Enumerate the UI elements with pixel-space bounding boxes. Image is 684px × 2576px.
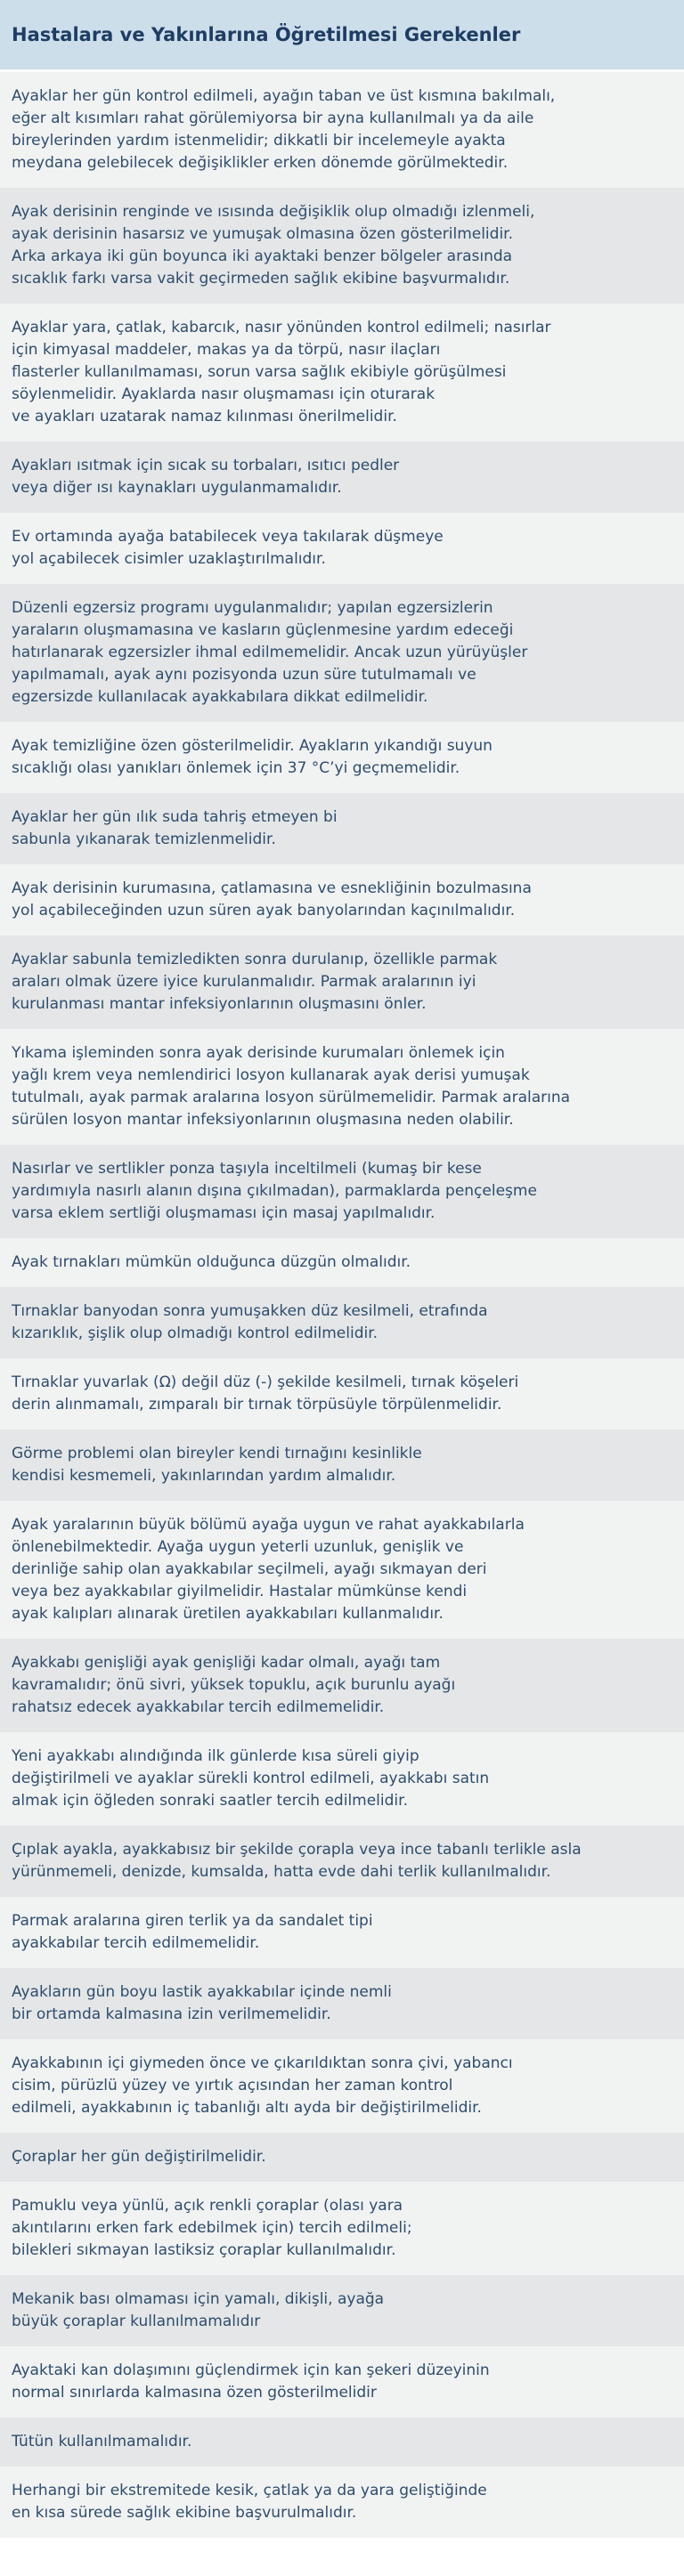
instruction-row [0,1238,684,1287]
instruction-line: veya bez ayakkabılar giyilmelidir. Hastalar mümkünse kendi [12,1583,468,1600]
instruction-line: derin alınmamalı, zımparalı bir tırnak törpüsüyle törpülenmelidir. [12,1396,502,1414]
instruction-line: Düzenli egzersiz programı uygulanmalıdır; yapılan egzersizlerin [12,599,493,617]
instruction-line: büyük çoraplar kullanılmamalıdır [12,2313,261,2330]
instruction-line: Ayak derisinin kurumasına, çatlamasına ve esnekliğinin bozulmasına [12,879,532,897]
instruction-line: flasterler kullanılmaması, sorun varsa sağlık ekibiyle görüşülmesi [12,363,507,381]
page-title: Hastalara ve Yakınlarına Öğretilmesi Gerekenler [12,24,521,45]
instruction-row [0,793,684,864]
instruction-row [0,513,684,584]
instruction-line: Ayaktaki kan dolaşımını güçlendirmek için kan şekeri düzeyinin [12,2361,490,2379]
instruction-row [0,2418,684,2467]
instruction-line: yaraların oluşmamasına ve kasların güçlenmesine yardım edeceği [12,621,514,639]
instruction-row [0,936,684,1029]
instruction-row [0,2275,684,2346]
instruction-line: meydana gelebilecek değişiklikler erken dönemde görülmektedir. [12,154,509,172]
instruction-line: sıcaklığı olası yanıkları önlemek için 37 °C’yi geçmemelidir. [12,759,460,777]
instruction-line: yürünmemeli, denizde, kumsalda, hatta evde dahi terlik kullanılmalıdır. [12,1863,551,1881]
instruction-row [0,304,684,441]
instruction-line: araları olmak üzere iyice kurulanmalıdır. Parmak aralarının iyi [12,973,476,991]
instruction-row [0,2039,684,2133]
instruction-line: ayak derisinin hasarsız ve yumuşak olmasına özen gösterilmelidir. [12,225,514,243]
instruction-row [0,1897,684,1968]
section-header [0,0,684,72]
instruction-row [0,188,684,304]
instruction-line: yol açabilecek cisimler uzaklaştırılmalıdır. [12,550,326,568]
instruction-line: sabunla yıkanarak temizlenmelidir. [12,830,276,848]
instruction-row [0,2346,684,2418]
instruction-line: Ayakların gün boyu lastik ayakkabılar içinde nemli [12,1983,392,2001]
instruction-line: Herhangi bir ekstremitede kesik, çatlak ya da yara geliştiğinde [12,2482,487,2499]
instruction-line: yapılmamalı, ayak aynı pozisyonda uzun süre tutulmamalı ve [12,666,476,684]
instruction-line: Ayakkabı genişliği ayak genişliği kadar olmalı, ayağı tam [12,1654,441,1672]
instruction-line: sürülen losyon mantar infeksiyonlarının oluşmasına neden olabilir. [12,1111,514,1129]
instruction-line: Ev ortamında ayağa batabilecek veya takılarak düşmeye [12,528,444,546]
instruction-line: veya diğer ısı kaynakları uygulanmamalıdır. [12,479,342,497]
instruction-line: cisim, pürüzlü yüzey ve yırtık açısından her zaman kontrol [12,2077,453,2094]
instruction-line: tutulmalı, ayak parmak aralarına losyon sürülmemelidir. Parmak aralarına [12,1089,571,1106]
instruction-line: Arka arkaya iki gün boyunca iki ayaktaki benzer bölgeler arasında [12,247,513,265]
instruction-line: Yıkama işleminden sonra ayak derisinde kurumaları önlemek için [12,1044,505,1062]
instruction-line: yağlı krem veya nemlendirici losyon kullanarak ayak derisi yumuşak [12,1066,530,1084]
instruction-line: Ayak derisinin renginde ve ısısında değişiklik olup olmadığı izlenmeli, [12,203,535,221]
instruction-row [0,2133,684,2182]
instruction-row [0,1639,684,1732]
instruction-line: hatırlanarak egzersizler ihmal edilmemelidir. Ancak uzun yürüyüşler [12,644,528,661]
instruction-line: Ayaklar her gün ılık suda tahriş etmeyen bi [12,808,338,826]
instruction-line: rahatsız edecek ayakkabılar tercih edilmemelidir. [12,1698,385,1716]
instruction-row [0,72,684,188]
instruction-line: Tırnaklar banyodan sonra yumuşakken düz kesilmeli, etrafında [12,1302,488,1320]
instruction-line: kurulanması mantar infeksiyonlarının oluşmasını önler. [12,995,427,1013]
instruction-line: bilekleri sıkmayan lastiksiz çoraplar kullanılmalıdır. [12,2241,396,2259]
instruction-row [0,1287,684,1358]
instruction-line: Ayaklar sabunla temizledikten sonra durulanıp, özellikle parmak [12,951,498,968]
instruction-line: söylenmelidir. Ayaklarda nasır oluşmaması için oturarak [12,385,436,403]
instruction-line: kavramalıdır; önü sivri, yüksek topuklu, açık burunlu ayağı [12,1676,456,1694]
instruction-line: ayakkabılar tercih edilmemelidir. [12,1934,260,1952]
instruction-line: derinliğe sahip olan ayakkabılar seçilmeli, ayağı sıkmayan deri [12,1560,487,1578]
instruction-line: ayak kalıpları alınarak üretilen ayakkabıları kullanmalıdır. [12,1605,444,1623]
instruction-line: Çoraplar her gün değiştirilmelidir. [12,2148,266,2166]
instruction-line: Pamuklu veya yünlü, açık renkli çoraplar (olası yara [12,2197,403,2215]
instruction-line: normal sınırlarda kalmasına özen gösterilmelidir [12,2384,377,2402]
instruction-line: değiştirilmeli ve ayaklar sürekli kontrol edilmeli, ayakkabı satın [12,1770,490,1787]
instruction-line: Ayaklar her gün kontrol edilmeli, ayağın taban ve üst kısmına bakılmalı, [12,87,556,105]
instruction-row [0,584,684,722]
instruction-line: Tırnaklar yuvarlak (Ω) değil düz (-) şekilde kesilmeli, tırnak köşeleri [12,1373,519,1391]
instruction-line: önlenebilmektedir. Ayağa uygun yeterli uzunluk, genişlik ve [12,1538,464,1556]
instruction-line: Nasırlar ve sertlikler ponza taşıyla inceltilmeli (kumaş bir kese [12,1160,482,1178]
instruction-line: en kısa sürede sağlık ekibine başvurulmalıdır. [12,2504,357,2522]
instruction-line: kızarıklık, şişlik olup olmadığı kontrol edilmelidir. [12,1324,379,1342]
instruction-line: bir ortamda kalmasına izin verilmemelidir. [12,2005,331,2023]
instruction-line: sıcaklık farkı varsa vakit geçirmeden sağlık ekibine başvurmalıdır. [12,270,510,288]
instruction-row [0,1501,684,1639]
instruction-line: Yeni ayakkabı alındığında ilk günlerde kısa süreli giyip [12,1747,419,1765]
instruction-line: edilmeli, ayakkabının iç tabanlığı altı ayda bir değiştirilmelidir. [12,2099,482,2117]
instruction-row [0,1968,684,2039]
instruction-line: Ayakkabının içi giymeden önce ve çıkarıldıktan sonra çivi, yabancı [12,2054,513,2072]
instruction-line: yol açabileceğinden uzun süren ayak banyolarından kaçınılmalıdır. [12,902,516,919]
instruction-row [0,441,684,513]
instruction-line: yardımıyla nasırlı alanın dışına çıkılmadan), parmaklarda pençeleşme [12,1182,537,1200]
instruction-row [0,722,684,793]
instruction-row [0,1358,684,1430]
instruction-line: Görme problemi olan bireyler kendi tırnağını kesinlikle [12,1445,422,1462]
instruction-list [0,72,684,2538]
instruction-row [0,864,684,936]
instruction-line: Ayak temizliğine özen gösterilmelidir. Ayakların yıkandığı suyun [12,737,493,755]
instruction-line: varsa eklem sertliği oluşmaması için masaj yapılmalıdır. [12,1204,436,1222]
instruction-line: Mekanik bası olmaması için yamalı, dikişli, ayağa [12,2290,385,2308]
instruction-line: Ayaklar yara, çatlak, kabarcık, nasır yönünden kontrol edilmeli; nasırlar [12,319,551,336]
instruction-row [0,1826,684,1897]
instruction-line: Ayak yaralarının büyük bölümü ayağa uygun ve rahat ayakkabılarla [12,1516,525,1534]
instruction-line: Parmak aralarına giren terlik ya da sandalet tipi [12,1912,373,1930]
instruction-line: Tütün kullanılmamalıdır. [12,2433,192,2450]
instruction-line: egzersizde kullanılacak ayakkabılara dikkat edilmelidir. [12,688,428,706]
instruction-line: kendisi kesmemeli, yakınlarından yardım almalıdır. [12,1467,396,1485]
instruction-row [0,2467,684,2538]
instruction-line: Çıplak ayakla, ayakkabısız bir şekilde çorapla veya ince tabanlı terlikle asla [12,1841,582,1859]
instruction-row [0,1029,684,1145]
instruction-row [0,1145,684,1238]
instruction-line: almak için öğleden sonraki saatler tercih edilmelidir. [12,1792,408,1810]
instruction-line: akıntılarını erken fark edebilmek için) tercih edilmeli; [12,2219,412,2237]
instruction-line: Ayakları ısıtmak için sıcak su torbaları, ısıtıcı pedler [12,457,400,474]
instruction-line: Ayak tırnakları mümkün olduğunca düzgün olmalıdır. [12,1253,411,1271]
instruction-row [0,2182,684,2275]
instruction-row [0,1430,684,1501]
instruction-line: bireylerinden yardım istenmelidir; dikkatli bir incelemeyle ayakta [12,132,506,150]
instruction-line: eğer alt kısımları rahat görülemiyorsa bir ayna kullanılmalı ya da aile [12,109,534,127]
instruction-line: ve ayakları uzatarak namaz kılınması önerilmelidir. [12,408,397,425]
instruction-line: için kimyasal maddeler, makas ya da törpü, nasır ilaçları [12,341,441,359]
instruction-row [0,1732,684,1826]
